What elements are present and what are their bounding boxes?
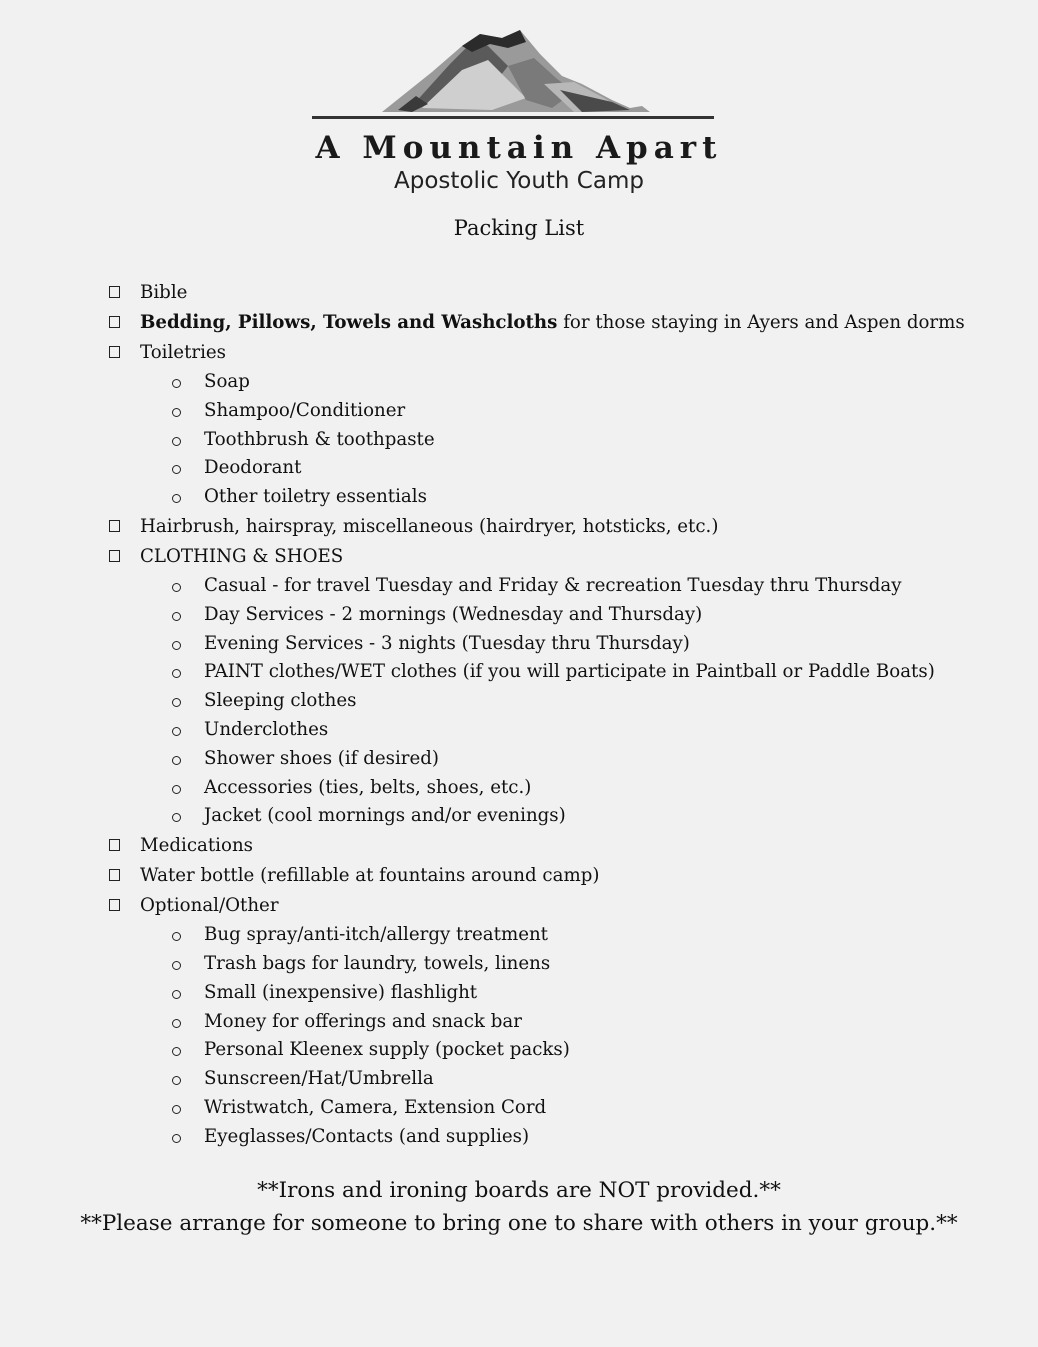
sub-item: PAINT clothes/WET clothes (if you will participate in Paintball or Paddle Boats) — [0, 658, 1038, 687]
page-title: Packing List — [453, 216, 585, 240]
checkbox-icon — [109, 869, 120, 881]
share-notice: **Please arrange for someone to bring one to share with others in your group.** — [80, 1211, 958, 1236]
list-item — [0, 891, 1038, 921]
item-label: Optional/Other — [140, 895, 279, 917]
circle-bullet-icon — [172, 990, 181, 999]
sub-item: Day Services - 2 mornings (Wednesday and Thursday) — [0, 601, 1038, 630]
circle-bullet-icon — [172, 961, 181, 970]
sub-item: Small (inexpensive) flashlight — [0, 979, 1038, 1008]
sub-item: Trash bags for laundry, towels, linens — [0, 950, 1038, 979]
circle-bullet-icon — [172, 1105, 181, 1114]
circle-bullet-icon — [172, 379, 181, 388]
item-label-bold: Bedding, Pillows, Towels and Washcloths — [140, 312, 558, 333]
circle-bullet-icon — [172, 785, 181, 794]
sub-item: Sleeping clothes — [0, 687, 1038, 716]
checkbox-icon — [109, 520, 120, 532]
sub-item: Wristwatch, Camera, Extension Cord — [0, 1094, 1038, 1123]
list-item — [0, 831, 1038, 861]
sub-item: Other toiletry essentials — [0, 483, 1038, 512]
brand-subtitle: Apostolic Youth Camp — [394, 168, 644, 194]
circle-bullet-icon — [172, 813, 181, 822]
item-label: CLOTHING & SHOES — [140, 545, 344, 567]
irons-notice: **Irons and ironing boards are NOT provided.** — [257, 1178, 781, 1203]
sub-item: Soap — [0, 368, 1038, 397]
checkbox-icon — [109, 346, 120, 358]
circle-bullet-icon — [172, 408, 181, 417]
circle-bullet-icon — [172, 1019, 181, 1028]
circle-bullet-icon — [172, 583, 181, 592]
sub-item: Personal Kleenex supply (pocket packs) — [0, 1036, 1038, 1065]
item-label: Bible — [140, 282, 188, 303]
circle-bullet-icon — [172, 1047, 181, 1056]
item-label: Hairbrush, hairspray, miscellaneous (hairdryer, hotsticks, etc.) — [140, 515, 719, 537]
circle-bullet-icon — [172, 641, 181, 650]
sub-item: Sunscreen/Hat/Umbrella — [0, 1065, 1038, 1094]
sub-item: Shower shoes (if desired) — [0, 745, 1038, 774]
sub-item: Underclothes — [0, 716, 1038, 745]
item-label: Toiletries — [140, 342, 226, 363]
sub-item: Deodorant — [0, 454, 1038, 483]
checkbox-icon — [109, 550, 120, 562]
sub-item: Bug spray/anti-itch/allergy treatment — [0, 921, 1038, 950]
circle-bullet-icon — [172, 465, 181, 474]
circle-bullet-icon — [172, 1134, 181, 1143]
list-item — [0, 338, 1038, 368]
sub-item: Casual - for travel Tuesday and Friday & recreation Tuesday thru Thursday — [0, 572, 1038, 601]
sub-item: Eyeglasses/Contacts (and supplies) — [0, 1123, 1038, 1152]
sub-item: Accessories (ties, belts, shoes, etc.) — [0, 774, 1038, 803]
checkbox-icon — [109, 839, 120, 851]
item-label — [140, 308, 965, 338]
list-item — [0, 542, 1038, 572]
item-label: Medications — [140, 835, 253, 857]
circle-bullet-icon — [172, 669, 181, 678]
list-item — [0, 278, 1038, 308]
checkbox-icon — [109, 286, 120, 298]
circle-bullet-icon — [172, 756, 181, 765]
sub-item: Jacket (cool mornings and/or evenings) — [0, 802, 1038, 831]
brand-name: A Mountain Apart — [315, 130, 723, 166]
sub-item: Toothbrush & toothpaste — [0, 426, 1038, 455]
circle-bullet-icon — [172, 698, 181, 707]
item-label-rest: for those staying in Ayers and Aspen dorms — [557, 312, 965, 333]
circle-bullet-icon — [172, 1076, 181, 1085]
sub-item: Money for offerings and snack bar — [0, 1008, 1038, 1037]
circle-bullet-icon — [172, 612, 181, 621]
circle-bullet-icon — [172, 932, 181, 941]
item-label: Water bottle (refillable at fountains around camp) — [140, 865, 600, 887]
list-item — [0, 308, 1038, 338]
list-item — [0, 512, 1038, 542]
list-item — [0, 861, 1038, 891]
checkbox-icon — [109, 316, 120, 328]
circle-bullet-icon — [172, 437, 181, 446]
sub-item: Evening Services - 3 nights (Tuesday thru Thursday) — [0, 630, 1038, 659]
packing-list — [0, 278, 1038, 1152]
sub-item: Shampoo/Conditioner — [0, 397, 1038, 426]
circle-bullet-icon — [172, 727, 181, 736]
checkbox-icon — [109, 899, 120, 911]
circle-bullet-icon — [172, 494, 181, 503]
mountain-logo-icon — [312, 24, 714, 124]
